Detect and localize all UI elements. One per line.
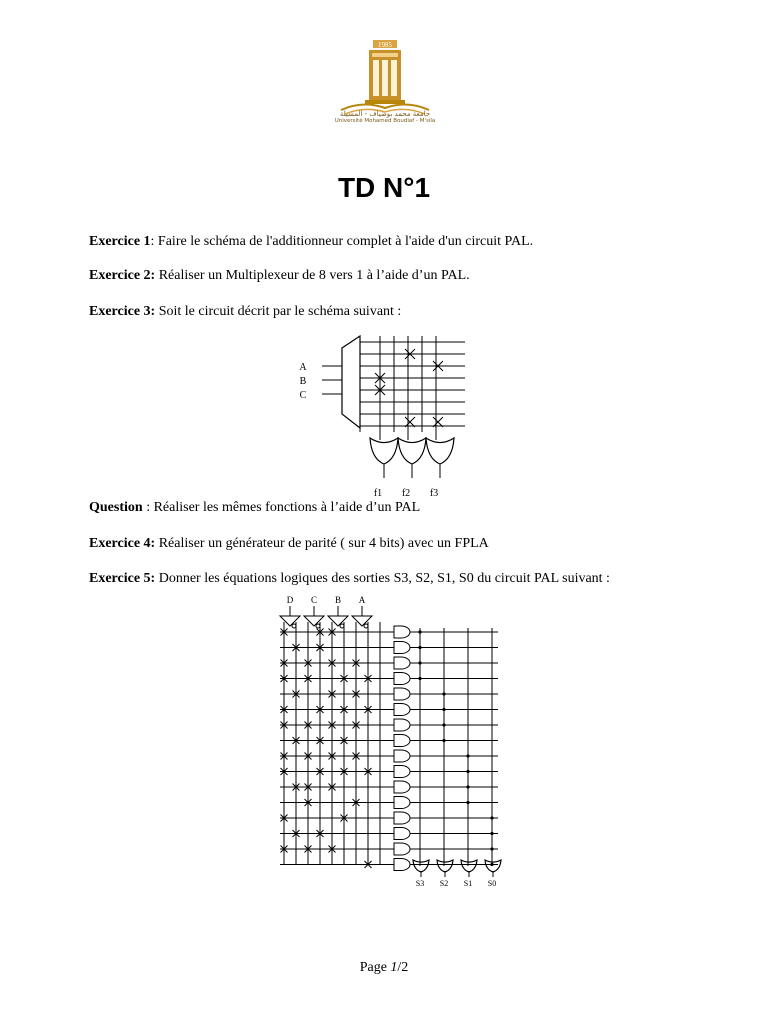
connection-dot-7 bbox=[442, 739, 445, 742]
page-title: TD N°1 bbox=[337, 172, 431, 203]
exercise-2-text: Réaliser un Multiplexeur de 8 vers 1 à l’aide d’un PAL. bbox=[155, 268, 470, 283]
connection-dot-9 bbox=[466, 770, 469, 773]
university-name bbox=[318, 110, 452, 125]
university-name-ar: جامعة محمد بوضياف - المسيلة bbox=[339, 110, 431, 118]
output-label-f2: f2 bbox=[401, 488, 411, 499]
or-gate-f3 bbox=[426, 438, 454, 464]
logo-year: 1985 bbox=[378, 41, 392, 49]
and-gate-6 bbox=[394, 719, 410, 731]
and-gate-12 bbox=[394, 812, 410, 824]
exercise-3-label: Exercice 3: bbox=[89, 304, 156, 319]
and-gate-9 bbox=[394, 766, 410, 778]
output-label-s0: S0 bbox=[487, 879, 497, 888]
connection-dot-10 bbox=[466, 785, 469, 788]
footer-suffix: /2 bbox=[397, 960, 409, 975]
connection-dot-14 bbox=[490, 847, 493, 850]
exercise-1-label: Exercice 1 bbox=[89, 234, 151, 249]
or-gate-s1 bbox=[461, 860, 477, 872]
exercise-5 bbox=[89, 571, 610, 587]
connection-dot-3 bbox=[418, 677, 421, 680]
or-gate-s3 bbox=[413, 860, 429, 872]
and-gate-15 bbox=[394, 859, 410, 871]
page-footer bbox=[0, 960, 768, 976]
input-label-a: A bbox=[299, 362, 307, 373]
input-buffer-block bbox=[342, 336, 360, 428]
exercise-2 bbox=[89, 268, 470, 284]
or-gate-s2 bbox=[437, 860, 453, 872]
and-gate-8 bbox=[394, 750, 410, 762]
connection-dot-4 bbox=[442, 692, 445, 695]
inverter-bubble-b bbox=[340, 624, 344, 628]
exercise-4 bbox=[89, 536, 489, 552]
connection-dot-2 bbox=[418, 661, 421, 664]
exercise-4-text: Réaliser un générateur de parité ( sur 4 bits) avec un FPLA bbox=[155, 536, 489, 551]
input-label-a: A bbox=[358, 595, 366, 605]
exercise-5-label: Exercice 5: bbox=[89, 571, 156, 586]
output-label-s2: S2 bbox=[439, 879, 449, 888]
exercise-3 bbox=[89, 304, 401, 320]
and-gate-4 bbox=[394, 688, 410, 700]
input-buffer-b bbox=[328, 616, 348, 626]
university-name-fr: Université Mohamed Boudiaf - M'sila bbox=[334, 118, 436, 124]
and-gate-11 bbox=[394, 797, 410, 809]
exercise-1-text: : Faire le schéma de l'additionneur complet à l'aide d'un circuit PAL. bbox=[150, 234, 534, 249]
exercise-1 bbox=[89, 234, 533, 250]
or-gate-s0 bbox=[485, 860, 501, 872]
footer-page-number: 1 bbox=[390, 960, 398, 975]
exercise-5-text: Donner les équations logiques des sorties S3, S2, S1, S0 du circuit PAL suivant : bbox=[155, 571, 610, 586]
pal-diagram-exercise-3 bbox=[280, 330, 480, 502]
connection-dot-5 bbox=[442, 708, 445, 711]
inverter-bubble-a bbox=[364, 624, 368, 628]
output-label-f3: f3 bbox=[429, 488, 439, 499]
exercise-2-label: Exercice 2: bbox=[89, 268, 156, 283]
or-gate-f1 bbox=[370, 438, 398, 464]
connection-dot-1 bbox=[418, 646, 421, 649]
output-label-f1: f1 bbox=[373, 488, 383, 499]
and-gate-7 bbox=[394, 735, 410, 747]
pal-diagram-exercise-5 bbox=[270, 592, 510, 892]
and-gate-13 bbox=[394, 828, 410, 840]
exercise-4-label: Exercice 4: bbox=[89, 536, 156, 551]
connection-dot-13 bbox=[490, 832, 493, 835]
question bbox=[89, 500, 420, 516]
input-label-c: C bbox=[310, 595, 318, 605]
output-label-s1: S1 bbox=[463, 879, 473, 888]
inverter-bubble-d bbox=[292, 624, 296, 628]
and-gate-0 bbox=[394, 626, 410, 638]
question-label: Question bbox=[89, 500, 143, 515]
exercise-3-text: Soit le circuit décrit par le schéma suivant : bbox=[155, 304, 402, 319]
connection-dot-15 bbox=[490, 863, 493, 866]
or-gate-f2 bbox=[398, 438, 426, 464]
input-buffer-c bbox=[304, 616, 324, 626]
connection-dot-11 bbox=[466, 801, 469, 804]
input-buffer-a bbox=[352, 616, 372, 626]
connection-dot-6 bbox=[442, 723, 445, 726]
and-gate-10 bbox=[394, 781, 410, 793]
and-gate-2 bbox=[394, 657, 410, 669]
inverter-bubble-c bbox=[316, 624, 320, 628]
output-label-s3: S3 bbox=[415, 879, 425, 888]
and-gate-1 bbox=[394, 642, 410, 654]
connection-dot-12 bbox=[490, 816, 493, 819]
connection-dot-8 bbox=[466, 754, 469, 757]
and-gate-3 bbox=[394, 673, 410, 685]
input-label-d: D bbox=[286, 595, 294, 605]
input-buffer-d bbox=[280, 616, 300, 626]
connection-dot-0 bbox=[418, 630, 421, 633]
input-label-b: B bbox=[334, 595, 342, 605]
and-gate-5 bbox=[394, 704, 410, 716]
question-text: : Réaliser les mêmes fonctions à l’aide d’un PAL bbox=[142, 500, 421, 515]
footer-prefix: Page bbox=[359, 960, 391, 975]
input-label-b: B bbox=[299, 376, 307, 387]
and-gate-14 bbox=[394, 843, 410, 855]
input-label-c: C bbox=[299, 390, 307, 401]
